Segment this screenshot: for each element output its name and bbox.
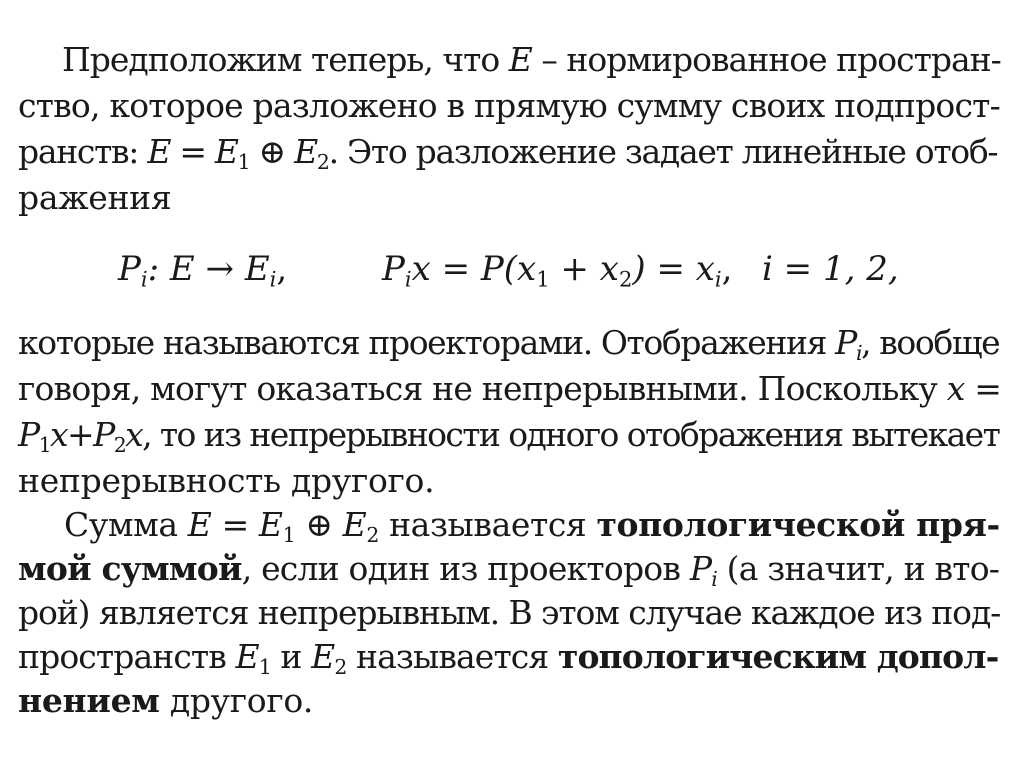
math-subscript: 2 <box>113 433 126 458</box>
text-segment: ранств: <box>18 132 148 171</box>
math-symbol: E <box>508 40 532 79</box>
paragraph3-line1 <box>64 505 1002 548</box>
math-symbol: P <box>835 323 856 362</box>
math-subscript: 2 <box>366 523 379 548</box>
paragraph2-line3 <box>18 415 1002 458</box>
text-segment: говоря, могут оказаться не непрерывными. Поскольку <box>18 369 947 408</box>
text-segment: , то из непрерывности одного отображения вытекает <box>142 415 1000 454</box>
formula-projector-action: $P_ix = P(x_1 + x_2) = x_i$, <box>382 249 733 292</box>
math-subscript: 2 <box>334 655 347 680</box>
math-symbol: P <box>18 415 39 454</box>
paragraph2-line4 <box>18 461 1024 501</box>
math-symbol: E <box>147 132 171 171</box>
math-symbol: E <box>342 505 367 544</box>
math-subscript: 2 <box>316 150 329 175</box>
math-operator: = <box>211 505 259 544</box>
math-symbol: E <box>187 505 212 544</box>
paragraph1-line2 <box>18 86 1002 126</box>
formula-projector-definition: $P_i$: $E \to E_i$, <box>118 249 288 292</box>
text-segment: . Это разложение задает линейные отоб- <box>328 132 998 171</box>
math-symbol: x <box>125 415 143 454</box>
math-symbol: x+P <box>50 415 114 454</box>
paragraph2-line2 <box>18 369 1002 409</box>
text-segment: , вообще <box>861 323 1000 362</box>
paragraph3-line3 <box>18 593 1002 633</box>
text-segment: рой) является непрерывным. В этом случае каждое из под- <box>18 593 1001 632</box>
math-subscript: 1 <box>258 655 271 680</box>
math-operator: = <box>964 369 1002 408</box>
paragraph1-line3 <box>18 132 1002 175</box>
paragraph3-line4 <box>18 637 1002 680</box>
display-formula <box>0 247 1024 291</box>
text-segment: ражения <box>18 178 172 217</box>
math-subscript: 1 <box>38 433 51 458</box>
formula-index-range: i = 1, 2, <box>762 249 899 289</box>
math-operator: = <box>170 132 215 171</box>
math-operator: ⊕ <box>249 132 295 171</box>
text-segment: другого. <box>159 681 314 720</box>
math-subscript: 1 <box>282 523 296 548</box>
text-segment: Сумма <box>64 505 188 544</box>
math-symbol: E <box>311 637 335 676</box>
paragraph3-line2 <box>18 549 1002 592</box>
math-subscript: i <box>711 567 717 592</box>
text-segment: пространств <box>18 637 236 676</box>
math-subscript: 1 <box>237 150 250 175</box>
math-subscript: i <box>855 341 862 366</box>
math-symbol: x <box>946 369 965 408</box>
math-symbol: E <box>235 637 259 676</box>
math-symbol: E <box>214 132 238 171</box>
math-symbol: E <box>258 505 283 544</box>
term-bold: мой суммой <box>18 549 242 588</box>
paragraph1-line4 <box>18 178 1024 218</box>
text-segment: , если один из проекторов <box>241 549 690 588</box>
paragraph3-line5 <box>18 681 1024 721</box>
term-bold: нением <box>18 681 160 720</box>
text-segment: непрерывность другого. <box>18 461 435 500</box>
text-segment: – нормированное простран- <box>531 40 1001 79</box>
math-symbol: P <box>689 549 712 588</box>
term-bold: топологическим допол- <box>557 637 999 676</box>
math-operator: ⊕ <box>295 505 343 544</box>
text-segment: (а значит, и вто- <box>716 549 1000 588</box>
text-segment: которые называются проекторами. Отображения <box>18 323 836 362</box>
paragraph2-line1 <box>18 323 1002 366</box>
text-segment: ство, которое разложено в прямую сумму своих подпрост- <box>18 86 1000 125</box>
term-bold: топологической пря- <box>596 505 1000 544</box>
text-segment: называется <box>378 505 597 544</box>
text-segment: называется <box>346 637 558 676</box>
math-symbol: E <box>294 132 317 171</box>
paragraph1-line1 <box>62 40 1002 80</box>
text-segment: и <box>270 637 312 676</box>
text-segment: Предположим теперь, что <box>62 40 509 79</box>
